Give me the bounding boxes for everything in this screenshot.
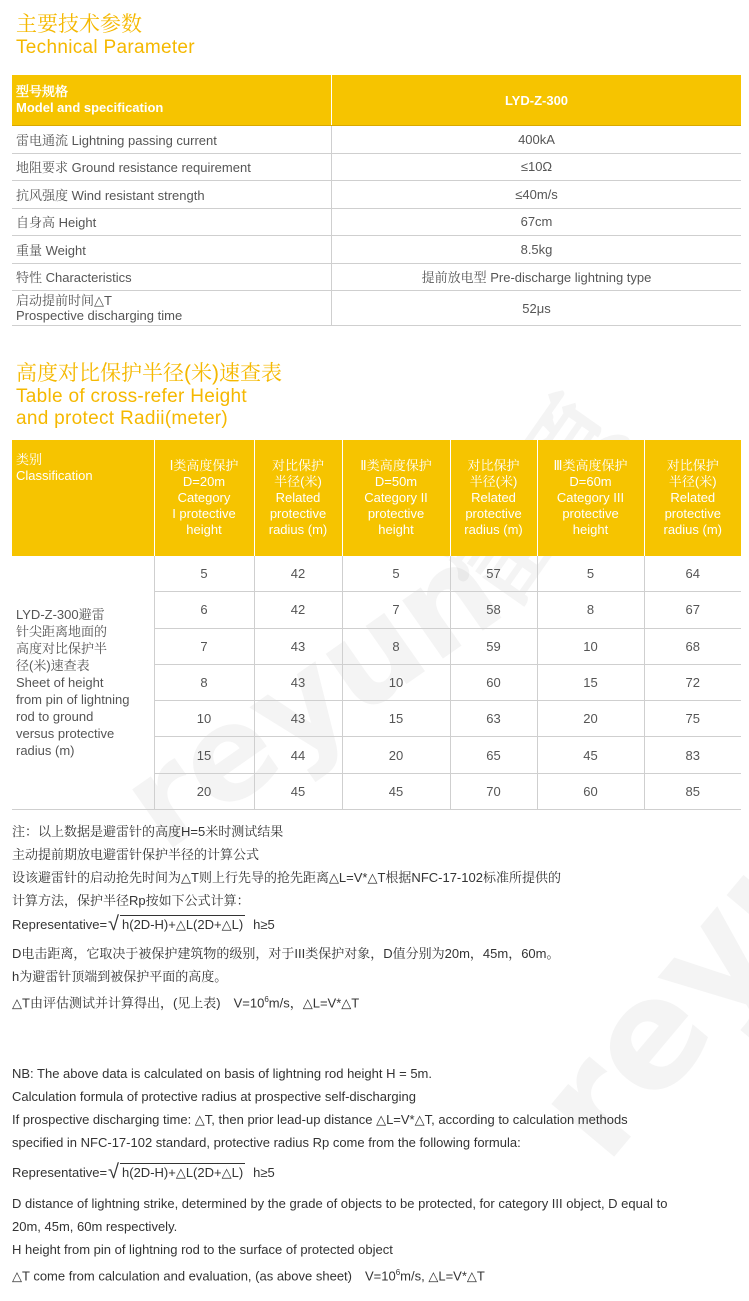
param-label-en: Prospective discharging time (16, 308, 183, 323)
column-header-category-1-height (154, 440, 254, 556)
table-cell: 60 (537, 773, 644, 809)
sqrt-icon: √ (108, 1160, 120, 1183)
param-value: 8.5kg (332, 236, 742, 264)
param-label (12, 291, 332, 326)
param-value: 400kA (332, 126, 742, 154)
table-cell: 85 (644, 773, 741, 809)
label-line: rod to ground (16, 709, 94, 725)
header-line: Ⅱ类高度保护 (360, 458, 432, 473)
header-line: Category (177, 490, 231, 505)
header-line: Related (670, 490, 716, 505)
header-line: height (572, 522, 609, 537)
note-text: △T由评估测试并计算得出，(见上表) V=10 (12, 995, 265, 1011)
column-header-category-3-radius (644, 440, 741, 556)
header-line: 对比保护 (271, 458, 324, 473)
row-group-label (12, 556, 154, 810)
note-line: D distance of lightning strike, determined by the grade of objects to be protected, for category III object, D equal to (12, 1196, 668, 1211)
table-header-row (12, 440, 741, 556)
param-value: 52μs (332, 291, 742, 326)
table-cell: 5 (154, 556, 254, 592)
header-label (12, 75, 332, 126)
table-cell: 60 (450, 664, 537, 700)
table-cell: 45 (254, 773, 342, 809)
table-row (12, 153, 741, 181)
table-cell: 45 (342, 773, 450, 809)
table-cell: 67 (644, 592, 741, 628)
label-line: from pin of lightning (16, 692, 130, 708)
note-line: h为避雷针顶端到被保护平面的高度。 (12, 969, 228, 984)
table-cell: 5 (537, 556, 644, 592)
header-line: Category III (556, 490, 625, 505)
table-cell: 15 (537, 664, 644, 700)
table-cell: 42 (254, 556, 342, 592)
table-cell: 59 (450, 628, 537, 664)
param-label: 特性 Characteristics (12, 263, 332, 291)
column-header-category-2-radius (450, 440, 537, 556)
table-row (12, 556, 741, 592)
param-value: 67cm (332, 208, 742, 236)
column-header-category-3-height (537, 440, 644, 556)
header-line: 对比保护 (666, 458, 719, 473)
header-line: Ⅰ类高度保护 (169, 458, 239, 473)
table-cell: 10 (154, 701, 254, 737)
param-value: 提前放电型 Pre-discharge lightning type (332, 263, 742, 291)
table-cell: 20 (154, 773, 254, 809)
formula (12, 912, 561, 936)
header-line: Category II (364, 490, 428, 505)
table-cell: 43 (254, 701, 342, 737)
formula-condition: h≥5 (253, 916, 275, 932)
param-value: ≤10Ω (332, 153, 742, 181)
notes-english (12, 1062, 667, 1287)
table-cell: 45 (537, 737, 644, 773)
table-row (12, 126, 741, 154)
formula-body: h(2D-H)+△L(2D+△L) (122, 1165, 244, 1180)
param-label: 雷电通流 Lightning passing current (12, 126, 332, 154)
section2-title-cn: 高度对比保护半径(米)速查表 (16, 362, 282, 385)
table-cell: 15 (154, 737, 254, 773)
table-row (12, 291, 741, 326)
table-row (12, 263, 741, 291)
formula (12, 1160, 667, 1184)
table-cell: 10 (537, 628, 644, 664)
superscript: 6 (264, 995, 269, 1004)
table-cell: 5 (342, 556, 450, 592)
header-line: protective (562, 506, 619, 521)
label-line: 高度对比保护半 (16, 641, 108, 657)
table-cell: 8 (154, 664, 254, 700)
header-line: I protective (172, 506, 236, 521)
note-text: m/s, △L=V*△T (400, 1268, 485, 1284)
header-label-en: Model and specification (16, 100, 164, 115)
notes-chinese (12, 820, 561, 1014)
cross-reference-table (12, 440, 741, 810)
param-label: 地阻要求 Ground resistance requirement (12, 153, 332, 181)
header-line: radius (m) (268, 522, 328, 537)
section2-heading (16, 362, 282, 430)
label-line: versus protective (16, 726, 115, 742)
note-line: 设该避雷针的启动抢先时间为△T则上行先导的抢先距离△L=V*△T根据NFC-17-102标准所提供的 (12, 870, 561, 885)
header-line: D=50m (374, 474, 418, 489)
technical-parameter-table (12, 75, 741, 326)
label-line: radius (m) (16, 743, 75, 759)
table-cell: 57 (450, 556, 537, 592)
param-label: 抗风强度 Wind resistant strength (12, 181, 332, 209)
note-line: Calculation formula of protective radius at prospective self-discharging (12, 1089, 416, 1104)
note-line: NB: The above data is calculated on basis of lightning rod height H = 5m. (12, 1066, 432, 1081)
note-line: 注：以上数据是避雷针的高度H=5米时测试结果 (12, 824, 284, 839)
table-cell: 8 (342, 628, 450, 664)
header-line: Ⅲ类高度保护 (553, 458, 628, 473)
formula-body: h(2D-H)+△L(2D+△L) (122, 917, 244, 932)
header-line: 半径(米) (469, 474, 518, 489)
table-cell: 58 (450, 592, 537, 628)
section1-title-cn: 主要技术参数 (16, 13, 142, 36)
table-cell: 20 (342, 737, 450, 773)
label-line: Sheet of height (16, 675, 104, 691)
note-line: 主动提前期放电避雷针保护半径的计算公式 (12, 847, 260, 862)
formula-condition: h≥5 (253, 1164, 275, 1180)
note-text: △T come from calculation and evaluation, (as above sheet) V=10 (12, 1268, 396, 1284)
table-cell: 10 (342, 664, 450, 700)
superscript: 6 (395, 1268, 401, 1277)
table-cell: 44 (254, 737, 342, 773)
table-cell: 72 (644, 664, 741, 700)
table-cell: 64 (644, 556, 741, 592)
header-line: Related (275, 490, 321, 505)
table-row (12, 236, 741, 264)
header-line: height (378, 522, 414, 537)
table-cell: 43 (254, 628, 342, 664)
header-line: protective (367, 506, 425, 521)
header-line: protective (664, 506, 721, 521)
header-line: Related (471, 490, 516, 505)
header-line: 半径(米) (274, 474, 322, 489)
note-line: 20m, 45m, 60m respectively. (12, 1219, 178, 1234)
header-line: protective (269, 506, 327, 521)
table-cell: 7 (154, 628, 254, 664)
note-line: H height from pin of lightning rod to the surface of protected object (12, 1242, 393, 1257)
table-cell: 68 (644, 628, 741, 664)
header-line: 半径(米) (668, 474, 717, 489)
table-cell: 8 (537, 592, 644, 628)
header-line: D=60m (569, 474, 612, 489)
header-line: D=20m (182, 474, 226, 489)
label-line: LYD-Z-300避雷 (16, 607, 105, 623)
note-line: D电击距离，它取决于被保护建筑物的级别，对于III类保护对象，D值分别为20m，45m，60m。 (12, 946, 560, 961)
table-cell: 6 (154, 592, 254, 628)
header-line: 类别 (16, 452, 43, 467)
formula-prefix: Representative= (12, 916, 108, 932)
label-line: 径(米)速查表 (16, 658, 90, 674)
table-header-row (12, 75, 741, 126)
table-row (12, 181, 741, 209)
table-cell: 20 (537, 701, 644, 737)
header-label-cn: 型号规格 (16, 84, 69, 99)
header-model-value: LYD-Z-300 (332, 75, 742, 126)
note-line: specified in NFC-17-102 standard, protective radius Rp come from the following formula: (12, 1135, 521, 1150)
param-label: 自身高 Height (12, 208, 332, 236)
table-cell: 65 (450, 737, 537, 773)
param-label: 重量 Weight (12, 236, 332, 264)
header-line: protective (465, 506, 522, 521)
section2-title-en: and protect Radii(meter) (16, 408, 229, 429)
header-line: radius (m) (464, 522, 523, 537)
column-header-category-1-radius (254, 440, 342, 556)
header-line: height (186, 522, 222, 537)
note-line: 计算方法，保护半径Rp按如下公式计算： (12, 893, 250, 908)
table-cell: 70 (450, 773, 537, 809)
column-header-category-2-height (342, 440, 450, 556)
table-cell: 15 (342, 701, 450, 737)
note-line: If prospective discharging time: △T, then prior lead-up distance △L=V*△T, according to calculation methods (12, 1112, 628, 1127)
table-cell: 43 (254, 664, 342, 700)
section1-heading (16, 13, 195, 59)
table-cell: 83 (644, 737, 741, 773)
table-cell: 7 (342, 592, 450, 628)
label-line: 针尖距离地面的 (16, 624, 108, 640)
param-label-cn: 启动提前时间△T (16, 293, 112, 308)
header-line: Classification (16, 468, 93, 483)
section1-title-en: Technical Parameter (16, 37, 195, 58)
note-line (12, 988, 561, 1014)
table-row (12, 208, 741, 236)
column-header-classification (12, 440, 154, 556)
header-line: 对比保护 (467, 458, 520, 473)
table-cell: 42 (254, 592, 342, 628)
note-text: m/s，△L=V*△T (268, 995, 360, 1011)
note-line (12, 1261, 667, 1287)
section2-title-en: Table of cross-refer Height (16, 386, 247, 407)
param-value: ≤40m/s (332, 181, 742, 209)
formula-prefix: Representative= (12, 1164, 108, 1180)
table-cell: 75 (644, 701, 741, 737)
sqrt-icon: √ (108, 912, 120, 935)
header-line: radius (m) (663, 522, 722, 537)
table-cell: 63 (450, 701, 537, 737)
